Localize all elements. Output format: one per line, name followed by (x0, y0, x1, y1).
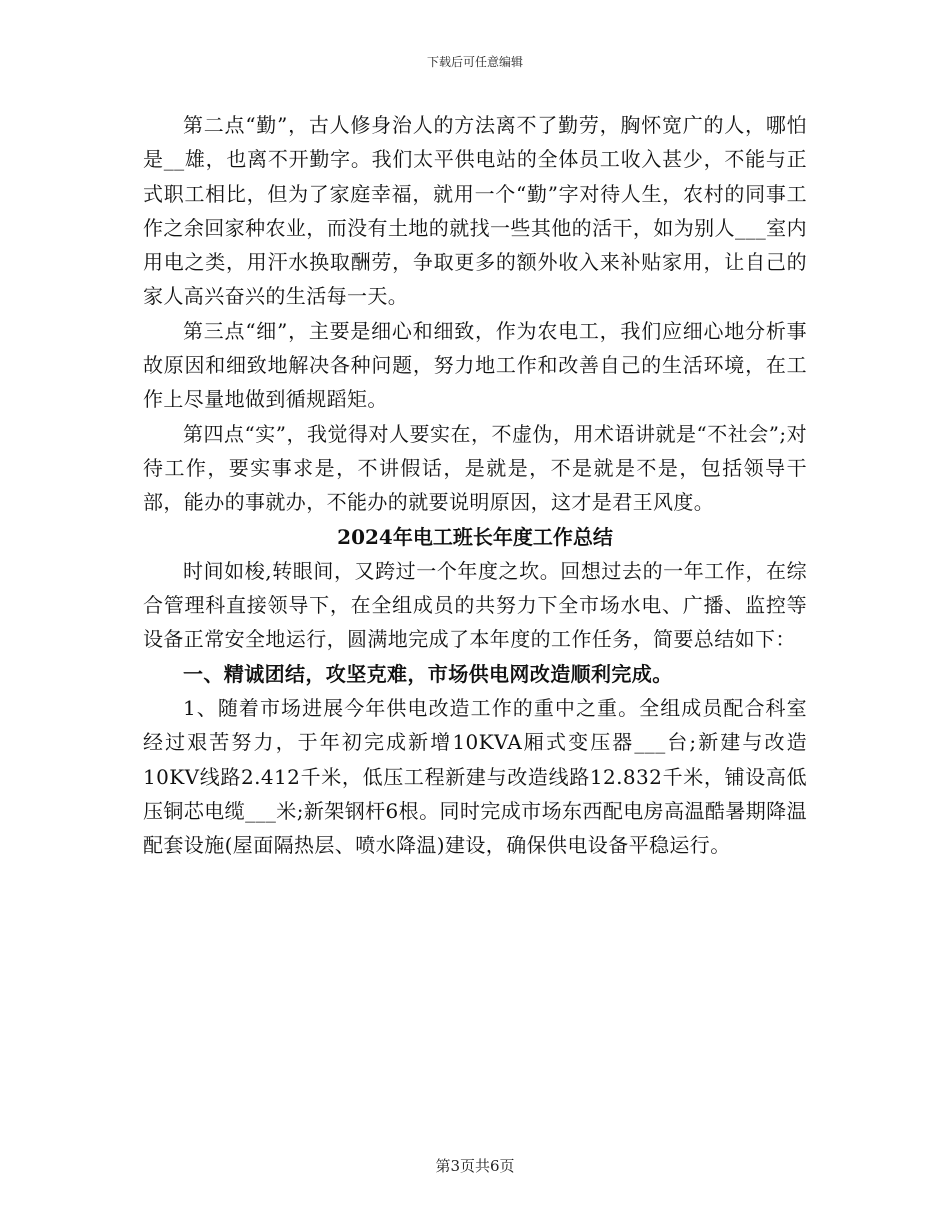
paragraph-xi: 第三点“细”，主要是细心和细致，作为农电工，我们应细心地分析事故原因和细致地解决各种问题，努力地工作和改善自己的生活环境，在工作上尽量地做到循规蹈矩。 (143, 318, 807, 412)
paragraph-shi: 第四点“实”，我觉得对人要实在，不虚伪，用术语讲就是“不社会”;对待工作，要实事求是，不讲假话，是就是，不是就是不是，包括领导干部，能办的事就办，不能办的就要说明原因，这才是君王风度。 (143, 421, 807, 515)
paragraph-qin: 第二点“勤”，古人修身治人的方法离不了勤劳，胸怀宽广的人，哪怕是__雄，也离不开勤字。我们太平供电站的全体员工收入甚少，不能与正式职工相比，但为了家庭幸福，就用一个“勤”字对待人生，农村的同事工作之余回家种农业，而没有土地的就找一些其他的活干，如为别人___室内用电之类，用汗水换取酬劳，争取更多的额外收入来补贴家用，让自己的家人高兴奋兴的生活每一天。 (143, 113, 807, 309)
paragraph-intro: 时间如梭,转眼间，又跨过一个年度之坎。回想过去的一年工作，在综合管理科直接领导下，在全组成员的共努力下全市场水电、广播、监控等设备正常安全地运行，圆满地完成了本年度的工作任务，简要总结如下： (143, 558, 807, 652)
document-title: 2024年电工班长年度工作总结 (337, 524, 613, 549)
page-footer: 第3页共6页 (435, 1157, 515, 1175)
section-heading-1: 一、精诚团结，攻坚克难，市场供电网改造顺利完成。 (183, 661, 673, 686)
page-header: 下载后可任意编辑 (426, 55, 523, 69)
paragraph-1: 1、随着市场进展今年供电改造工作的重中之重。全组成员配合科室经过艰苦努力，于年初完成新增10KVA厢式变压器___台;新建与改造10KV线路2.412千米，低压工程新建与改造线路12.832千米，铺设高低压铜芯电缆___米;新架钢杆6根。同时完成市场东西配电房高温酷暑期降温配套设施(屋面隔热层、喷水降温)建设，确保供电设备平稳运行。 (143, 696, 807, 858)
document-body (143, 108, 807, 863)
